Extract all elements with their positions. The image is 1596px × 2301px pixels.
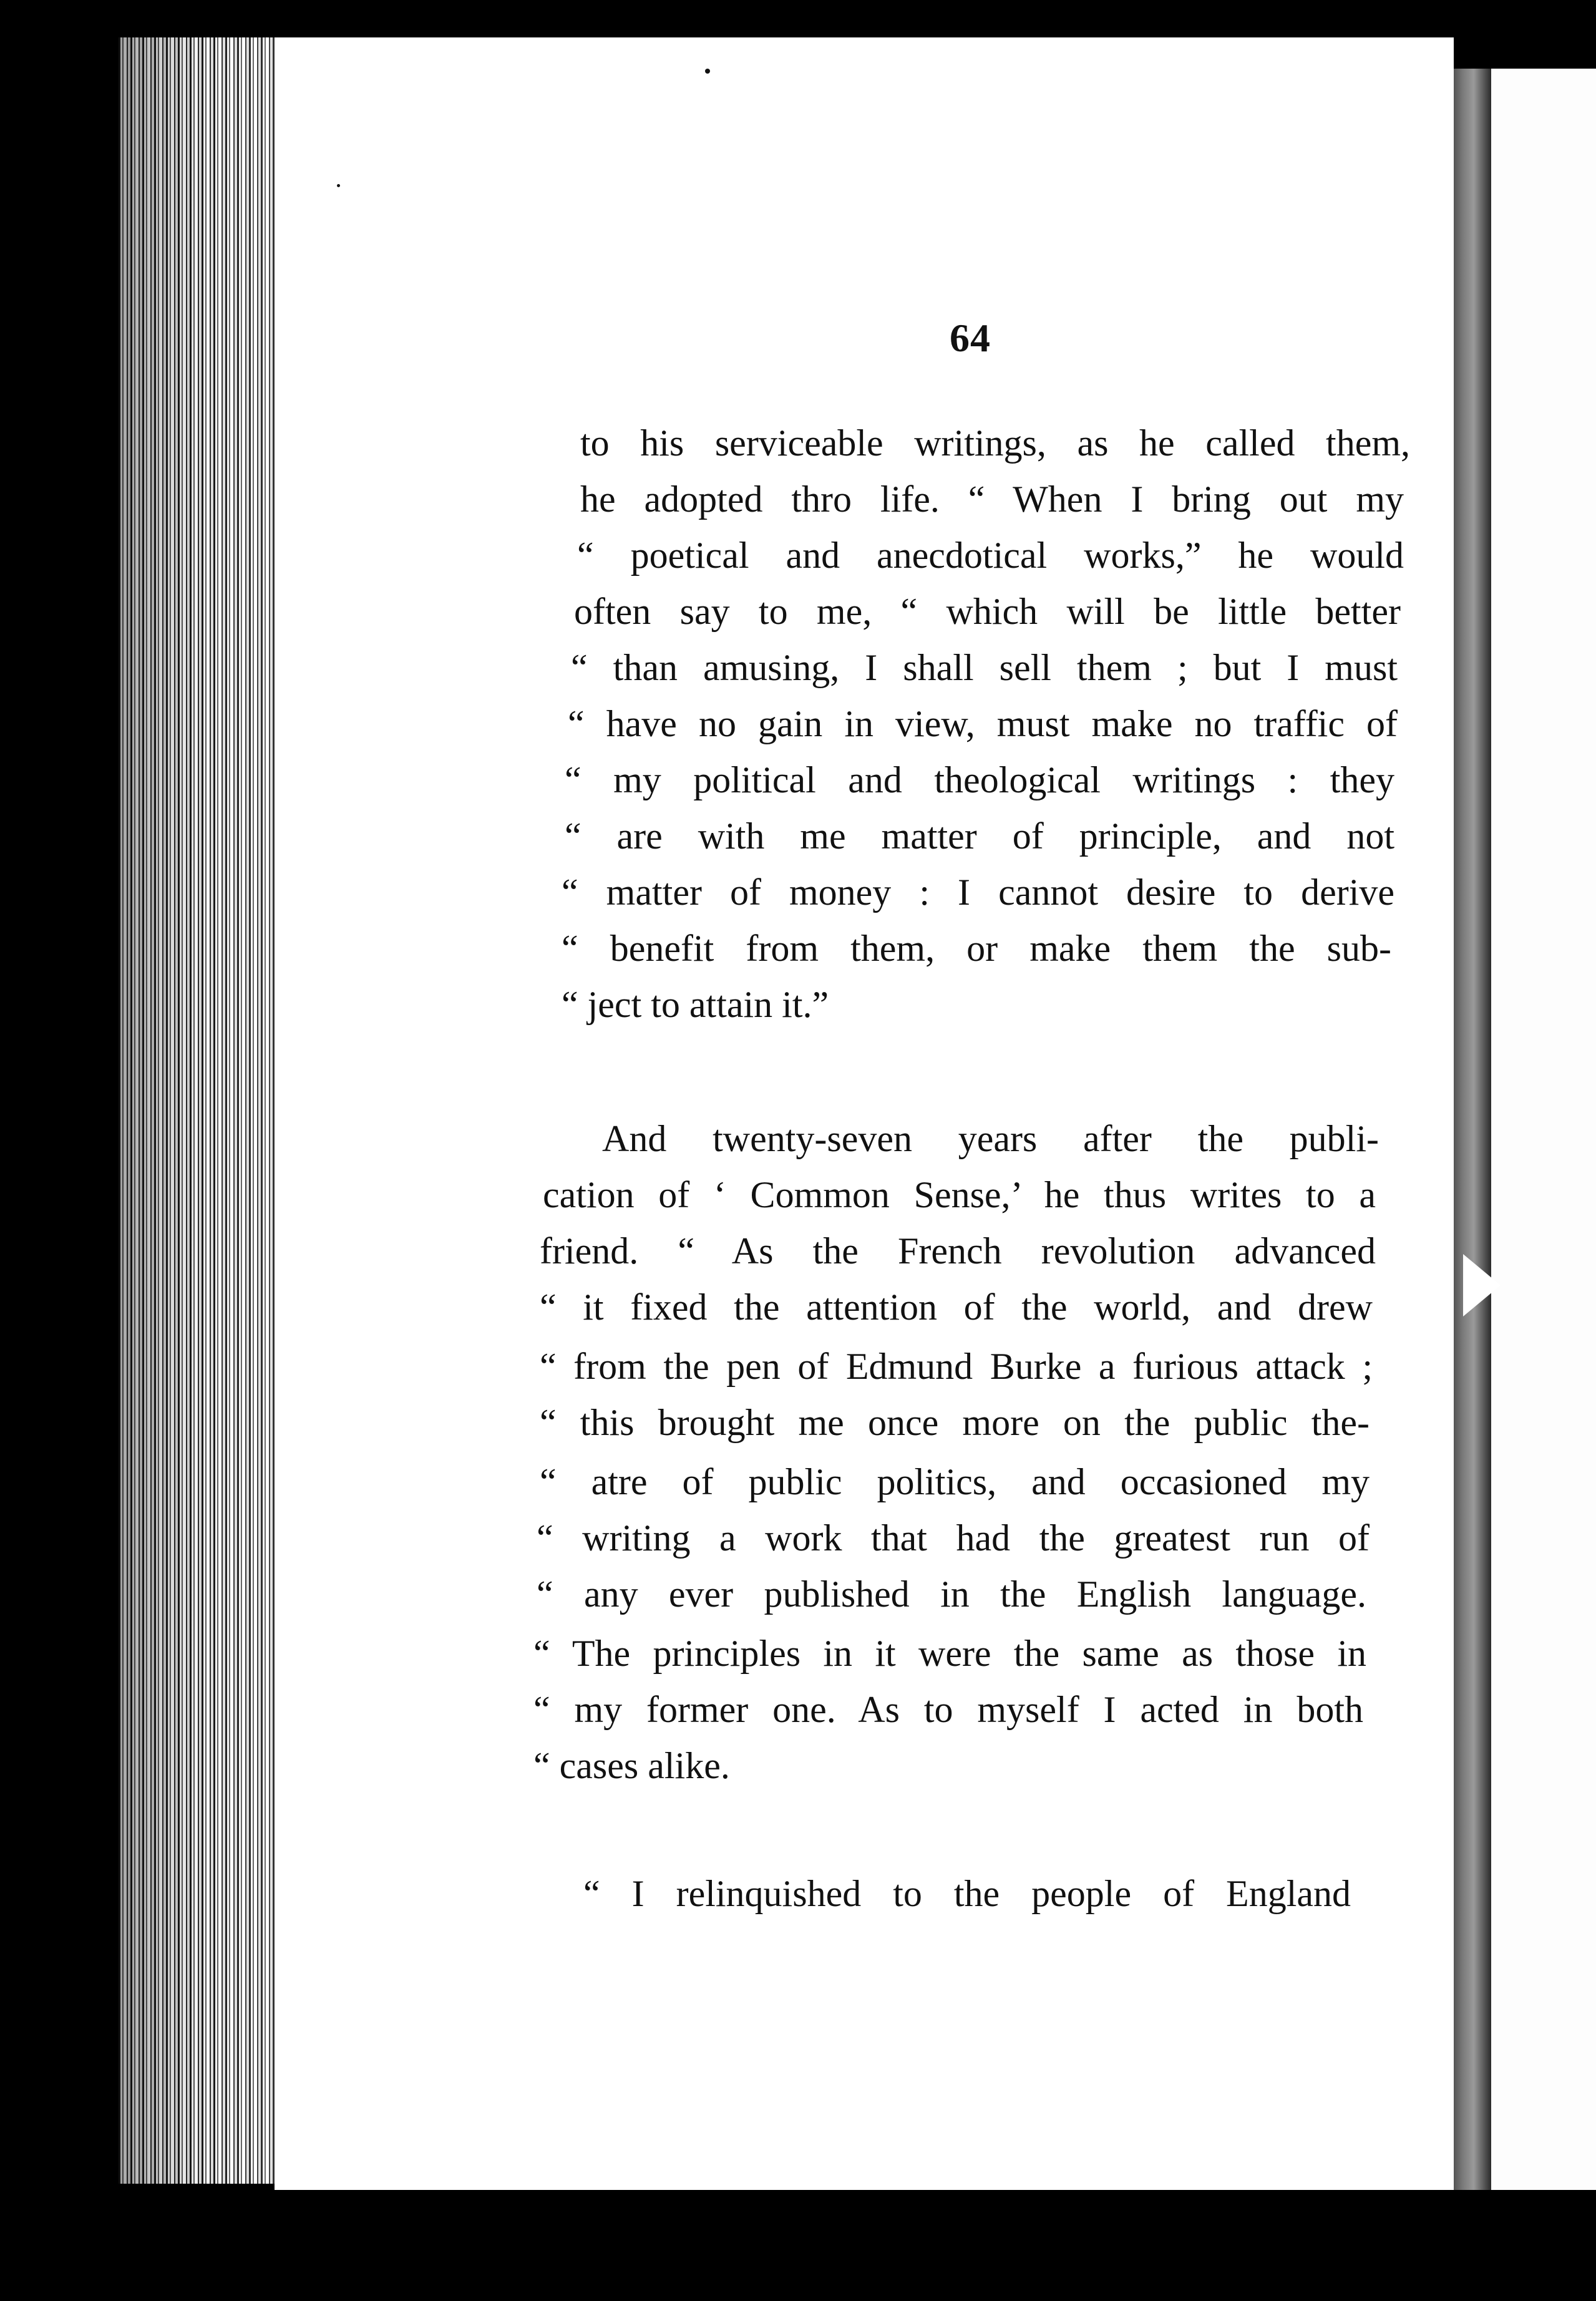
text-line: “ from the pen of Edmund Burke a furious attack ; [540, 1346, 1373, 1387]
text-line: And twenty-seven years after the publi- [602, 1118, 1379, 1159]
text-line: “ The principles in it were the same as those in [533, 1633, 1366, 1674]
text-line: “ I relinquished to the people of England [583, 1873, 1351, 1914]
text-line: cation of ‘ Common Sense,’ he thus writes to a [543, 1174, 1376, 1215]
text-line: “ my former one. As to myself I acted in both [533, 1689, 1363, 1730]
text-line: friend. “ As the French revolution advanced [540, 1230, 1376, 1272]
text-line: “ benefit from them, or make them the sub- [562, 928, 1391, 969]
text-line: “ ject to attain it.” [562, 984, 829, 1025]
text-line: “ are with me matter of principle, and not [565, 815, 1394, 857]
text-line: often say to me, “ which will be little better [574, 591, 1401, 632]
text-line: “ cases alike. [533, 1745, 730, 1786]
text-line: “ poetical and anecdotical works,” he would [577, 535, 1404, 576]
text-line: “ have no gain in view, must make no traffic of [568, 703, 1398, 744]
text-line: “ any ever published in the English language. [537, 1574, 1366, 1615]
text-line: “ it fixed the attention of the world, and drew [540, 1287, 1373, 1328]
text-line: “ matter of money : I cannot desire to derive [562, 872, 1394, 913]
right-page-edge [1448, 69, 1491, 2190]
text-line: “ writing a work that had the greatest run of [537, 1517, 1370, 1559]
text-line: “ than amusing, I shall sell them ; but I must [571, 647, 1398, 688]
text-line: to his serviceable writings, as he called them, [580, 422, 1410, 464]
text-line: he adopted thro life. “ When I bring out my [580, 479, 1404, 520]
ink-speck [705, 69, 710, 74]
book-page [275, 37, 1454, 2190]
ink-speck [337, 184, 340, 187]
page-number: 64 [950, 316, 991, 360]
text-line: “ my political and theological writings : they [565, 759, 1394, 800]
text-line: “ atre of public politics, and occasioned my [540, 1461, 1370, 1502]
page-tab-notch [1463, 1254, 1501, 1316]
text-line: “ this brought me once more on the public the- [540, 1402, 1370, 1443]
facing-page-sliver [1491, 69, 1596, 2190]
